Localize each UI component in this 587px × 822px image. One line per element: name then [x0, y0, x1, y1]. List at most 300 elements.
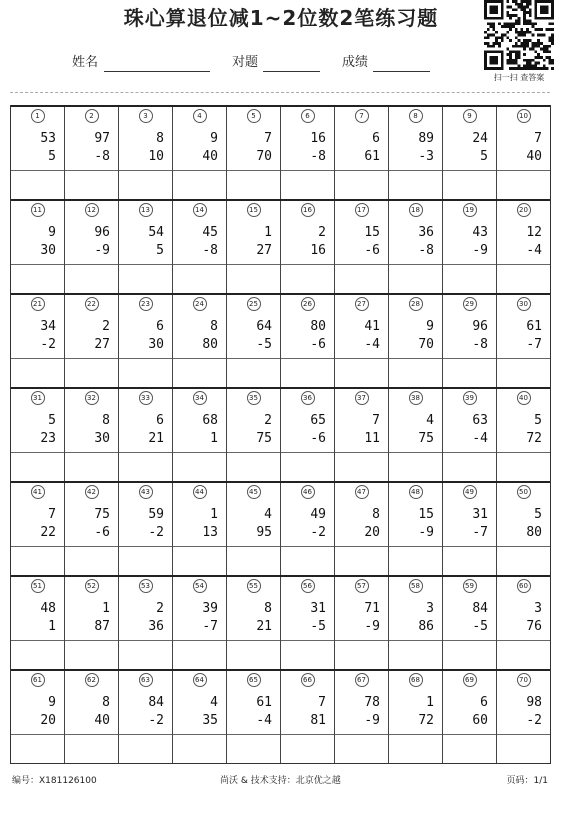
problem-number: 13 — [139, 203, 153, 217]
problem-number: 45 — [247, 485, 261, 499]
problem-number: 17 — [355, 203, 369, 217]
problem-number: 50 — [517, 485, 531, 499]
second-operand: -7 — [526, 337, 542, 352]
second-operand: 1 — [48, 619, 56, 634]
first-operand: 1 — [426, 695, 434, 710]
problem-cell — [281, 671, 335, 763]
first-operand: 5 — [48, 413, 56, 428]
second-operand: -3 — [418, 149, 434, 164]
problem-cell — [227, 201, 281, 293]
problem-cell — [119, 483, 173, 575]
second-operand: -2 — [310, 525, 326, 540]
problem-number: 25 — [247, 297, 261, 311]
first-operand: 89 — [418, 131, 434, 146]
score-blank — [373, 71, 430, 72]
problem-number: 28 — [409, 297, 423, 311]
problem-block — [11, 669, 550, 763]
second-operand: -8 — [472, 337, 488, 352]
answer-box — [227, 358, 280, 387]
first-operand: 63 — [472, 413, 488, 428]
second-operand: 76 — [526, 619, 542, 634]
problem-number: 3 — [139, 109, 153, 123]
first-operand: 7 — [48, 507, 56, 522]
problem-number: 5 — [247, 109, 261, 123]
first-operand: 65 — [310, 413, 326, 428]
first-operand: 9 — [48, 695, 56, 710]
problem-cell — [497, 201, 550, 293]
answer-box — [335, 452, 388, 481]
second-operand: -4 — [364, 337, 380, 352]
second-operand: 5 — [156, 243, 164, 258]
answer-box — [389, 264, 442, 293]
problem-cell — [497, 483, 550, 575]
problem-grid — [10, 105, 551, 764]
first-operand: 43 — [472, 225, 488, 240]
first-operand: 7 — [264, 131, 272, 146]
second-operand: -5 — [310, 619, 326, 634]
first-operand: 54 — [148, 225, 164, 240]
second-operand: -8 — [310, 149, 326, 164]
problem-cell — [11, 389, 65, 481]
answer-box — [443, 734, 496, 763]
problem-cell — [11, 201, 65, 293]
first-operand: 8 — [210, 319, 218, 334]
problem-cell — [281, 295, 335, 387]
second-operand: 11 — [364, 431, 380, 446]
problem-cell — [65, 107, 119, 199]
problem-cell — [11, 577, 65, 669]
problem-cell — [443, 201, 497, 293]
problem-cell — [281, 107, 335, 199]
problem-number: 23 — [139, 297, 153, 311]
first-operand: 68 — [202, 413, 218, 428]
answer-box — [173, 264, 226, 293]
answer-box — [443, 640, 496, 669]
first-operand: 6 — [156, 413, 164, 428]
problem-number: 11 — [31, 203, 45, 217]
second-operand: 60 — [472, 713, 488, 728]
answer-box — [281, 170, 334, 199]
second-operand: -7 — [472, 525, 488, 540]
problem-number: 21 — [31, 297, 45, 311]
first-operand: 2 — [156, 601, 164, 616]
problem-cell — [65, 483, 119, 575]
problem-cell — [119, 577, 173, 669]
second-operand: 20 — [364, 525, 380, 540]
first-operand: 97 — [94, 131, 110, 146]
first-operand: 15 — [364, 225, 380, 240]
answer-box — [173, 640, 226, 669]
second-operand: 87 — [94, 619, 110, 634]
problem-number: 24 — [193, 297, 207, 311]
problem-number: 63 — [139, 673, 153, 687]
first-operand: 4 — [264, 507, 272, 522]
problem-cell — [335, 577, 389, 669]
problem-number: 8 — [409, 109, 423, 123]
answer-box — [497, 452, 550, 481]
second-operand: -7 — [202, 619, 218, 634]
first-operand: 61 — [526, 319, 542, 334]
answer-box — [281, 546, 334, 575]
problem-cell — [119, 671, 173, 763]
first-operand: 36 — [418, 225, 434, 240]
first-operand: 59 — [148, 507, 164, 522]
second-operand: -9 — [94, 243, 110, 258]
answer-box — [227, 170, 280, 199]
problem-cell — [443, 483, 497, 575]
problem-cell — [443, 295, 497, 387]
second-operand: 30 — [148, 337, 164, 352]
second-operand: 30 — [40, 243, 56, 258]
first-operand: 49 — [310, 507, 326, 522]
second-operand: 16 — [310, 243, 326, 258]
second-operand: 81 — [310, 713, 326, 728]
first-operand: 61 — [256, 695, 272, 710]
answer-box — [389, 546, 442, 575]
second-operand: 5 — [480, 149, 488, 164]
second-operand: -9 — [364, 619, 380, 634]
problem-cell — [65, 671, 119, 763]
second-operand: -8 — [94, 149, 110, 164]
answer-box — [119, 452, 172, 481]
first-operand: 71 — [364, 601, 380, 616]
problem-number: 58 — [409, 579, 423, 593]
first-operand: 64 — [256, 319, 272, 334]
problem-number: 27 — [355, 297, 369, 311]
answer-box — [389, 640, 442, 669]
problem-cell — [497, 107, 550, 199]
second-operand: 40 — [94, 713, 110, 728]
first-operand: 1 — [264, 225, 272, 240]
answer-box — [173, 452, 226, 481]
second-operand: -6 — [364, 243, 380, 258]
second-operand: -6 — [310, 337, 326, 352]
second-operand: -4 — [526, 243, 542, 258]
problem-cell — [119, 295, 173, 387]
second-operand: 27 — [256, 243, 272, 258]
dashed-divider — [10, 92, 550, 93]
answer-box — [11, 640, 64, 669]
problem-number: 29 — [463, 297, 477, 311]
answer-box — [281, 452, 334, 481]
problem-cell — [389, 577, 443, 669]
problem-cell — [119, 107, 173, 199]
first-operand: 96 — [472, 319, 488, 334]
first-operand: 53 — [40, 131, 56, 146]
second-operand: 21 — [256, 619, 272, 634]
problem-cell — [389, 201, 443, 293]
second-operand: 72 — [526, 431, 542, 446]
second-operand: -2 — [526, 713, 542, 728]
first-operand: 6 — [480, 695, 488, 710]
problem-cell — [281, 577, 335, 669]
first-operand: 12 — [526, 225, 542, 240]
problem-cell — [173, 107, 227, 199]
problem-number: 51 — [31, 579, 45, 593]
problem-cell — [335, 295, 389, 387]
problem-number: 46 — [301, 485, 315, 499]
problem-number: 10 — [517, 109, 531, 123]
problem-number: 14 — [193, 203, 207, 217]
problem-number: 57 — [355, 579, 369, 593]
second-operand: 21 — [148, 431, 164, 446]
answer-box — [119, 640, 172, 669]
qr-code — [484, 0, 554, 70]
first-operand: 31 — [310, 601, 326, 616]
second-operand: 23 — [40, 431, 56, 446]
answer-box — [65, 452, 118, 481]
answer-box — [65, 640, 118, 669]
answer-box — [119, 264, 172, 293]
answer-box — [497, 640, 550, 669]
problem-number: 34 — [193, 391, 207, 405]
answer-box — [173, 358, 226, 387]
problem-number: 1 — [31, 109, 45, 123]
problem-number: 42 — [85, 485, 99, 499]
answer-box — [281, 264, 334, 293]
problem-number: 12 — [85, 203, 99, 217]
name-blank — [104, 71, 210, 72]
problem-cell — [227, 671, 281, 763]
answer-box — [11, 734, 64, 763]
problem-block — [11, 575, 550, 669]
first-operand: 34 — [40, 319, 56, 334]
problem-cell — [173, 295, 227, 387]
second-operand: -2 — [148, 713, 164, 728]
problem-number: 54 — [193, 579, 207, 593]
second-operand: 5 — [48, 149, 56, 164]
answer-box — [335, 170, 388, 199]
problem-number: 62 — [85, 673, 99, 687]
problem-number: 61 — [31, 673, 45, 687]
answer-box — [11, 264, 64, 293]
first-operand: 78 — [364, 695, 380, 710]
problem-number: 40 — [517, 391, 531, 405]
first-operand: 9 — [210, 131, 218, 146]
problem-cell — [443, 107, 497, 199]
answer-box — [227, 264, 280, 293]
score-label: 成绩 — [342, 55, 369, 70]
answer-box — [65, 734, 118, 763]
problem-cell — [389, 671, 443, 763]
problem-number: 35 — [247, 391, 261, 405]
answer-box — [443, 452, 496, 481]
problem-number: 53 — [139, 579, 153, 593]
second-operand: 95 — [256, 525, 272, 540]
answer-box — [11, 452, 64, 481]
second-operand: -6 — [94, 525, 110, 540]
answer-box — [119, 358, 172, 387]
problem-number: 56 — [301, 579, 315, 593]
problem-number: 22 — [85, 297, 99, 311]
first-operand: 1 — [210, 507, 218, 522]
worksheet-title: 珠心算退位减1~2位数2笔练习题 — [123, 6, 439, 30]
problem-number: 20 — [517, 203, 531, 217]
problem-number: 37 — [355, 391, 369, 405]
problem-cell — [389, 483, 443, 575]
answer-box — [335, 734, 388, 763]
answer-box — [65, 170, 118, 199]
answer-box — [281, 640, 334, 669]
second-operand: -9 — [418, 525, 434, 540]
second-operand: 75 — [418, 431, 434, 446]
answer-box — [281, 358, 334, 387]
problem-cell — [443, 577, 497, 669]
second-operand: -4 — [256, 713, 272, 728]
second-operand: 27 — [94, 337, 110, 352]
problem-number: 31 — [31, 391, 45, 405]
first-operand: 7 — [534, 131, 542, 146]
second-operand: 80 — [526, 525, 542, 540]
answer-box — [173, 734, 226, 763]
second-operand: -6 — [310, 431, 326, 446]
answer-box — [497, 358, 550, 387]
problem-cell — [11, 107, 65, 199]
first-operand: 96 — [94, 225, 110, 240]
answer-box — [11, 358, 64, 387]
second-operand: -5 — [472, 619, 488, 634]
problem-number: 52 — [85, 579, 99, 593]
first-operand: 8 — [156, 131, 164, 146]
answer-box — [443, 264, 496, 293]
answer-box — [227, 546, 280, 575]
problem-cell — [497, 295, 550, 387]
second-operand: 70 — [256, 149, 272, 164]
first-operand: 1 — [102, 601, 110, 616]
problem-number: 9 — [463, 109, 477, 123]
problem-number: 16 — [301, 203, 315, 217]
problem-number: 33 — [139, 391, 153, 405]
problem-number: 66 — [301, 673, 315, 687]
first-operand: 7 — [372, 413, 380, 428]
problem-cell — [119, 201, 173, 293]
problem-cell — [227, 107, 281, 199]
problem-number: 18 — [409, 203, 423, 217]
problem-number: 59 — [463, 579, 477, 593]
first-operand: 39 — [202, 601, 218, 616]
problem-cell — [173, 389, 227, 481]
problem-number: 19 — [463, 203, 477, 217]
problem-number: 39 — [463, 391, 477, 405]
answer-box — [335, 546, 388, 575]
problem-cell — [65, 389, 119, 481]
problem-number: 6 — [301, 109, 315, 123]
problem-number: 32 — [85, 391, 99, 405]
second-operand: -8 — [202, 243, 218, 258]
answer-box — [11, 546, 64, 575]
page-number: 页码：1/1 — [506, 776, 548, 786]
first-operand: 8 — [102, 413, 110, 428]
first-operand: 48 — [40, 601, 56, 616]
answer-box — [119, 546, 172, 575]
problem-cell — [11, 295, 65, 387]
problem-cell — [65, 201, 119, 293]
problem-number: 7 — [355, 109, 369, 123]
answer-box — [119, 170, 172, 199]
problem-block — [11, 293, 550, 387]
second-operand: 22 — [40, 525, 56, 540]
answer-box — [389, 734, 442, 763]
problem-cell — [227, 483, 281, 575]
first-operand: 6 — [372, 131, 380, 146]
problem-cell — [281, 201, 335, 293]
problem-cell — [173, 577, 227, 669]
problem-number: 43 — [139, 485, 153, 499]
second-operand: 36 — [148, 619, 164, 634]
problem-number: 64 — [193, 673, 207, 687]
first-operand: 16 — [310, 131, 326, 146]
problem-number: 26 — [301, 297, 315, 311]
problem-cell — [227, 577, 281, 669]
problem-cell — [497, 389, 550, 481]
answer-box — [227, 734, 280, 763]
first-operand: 9 — [48, 225, 56, 240]
problem-number: 44 — [193, 485, 207, 499]
correct-count-label: 对题 — [232, 55, 259, 70]
second-operand: 75 — [256, 431, 272, 446]
answer-box — [11, 170, 64, 199]
first-operand: 80 — [310, 319, 326, 334]
problem-cell — [389, 295, 443, 387]
problem-cell — [389, 107, 443, 199]
problem-cell — [227, 389, 281, 481]
problem-cell — [281, 483, 335, 575]
second-operand: -9 — [472, 243, 488, 258]
problem-cell — [443, 671, 497, 763]
second-operand: 20 — [40, 713, 56, 728]
problem-cell — [497, 671, 550, 763]
problem-number: 15 — [247, 203, 261, 217]
problem-cell — [173, 671, 227, 763]
first-operand: 4 — [210, 695, 218, 710]
problem-cell — [389, 389, 443, 481]
problem-block — [11, 199, 550, 293]
second-operand: -2 — [40, 337, 56, 352]
second-operand: 61 — [364, 149, 380, 164]
answer-box — [443, 170, 496, 199]
answer-box — [443, 546, 496, 575]
first-operand: 4 — [426, 413, 434, 428]
problem-number: 4 — [193, 109, 207, 123]
first-operand: 5 — [534, 413, 542, 428]
correct-count-blank — [263, 71, 320, 72]
qr-caption: 扫一扫 查答案 — [493, 73, 545, 82]
first-operand: 98 — [526, 695, 542, 710]
problem-number: 55 — [247, 579, 261, 593]
problem-cell — [65, 295, 119, 387]
answer-box — [335, 264, 388, 293]
problem-number: 49 — [463, 485, 477, 499]
answer-box — [497, 264, 550, 293]
first-operand: 45 — [202, 225, 218, 240]
first-operand: 7 — [318, 695, 326, 710]
first-operand: 84 — [472, 601, 488, 616]
problem-cell — [173, 201, 227, 293]
problem-cell — [335, 483, 389, 575]
problem-cell — [443, 389, 497, 481]
second-operand: -2 — [148, 525, 164, 540]
problem-number: 67 — [355, 673, 369, 687]
problem-cell — [227, 295, 281, 387]
answer-box — [65, 358, 118, 387]
second-operand: 30 — [94, 431, 110, 446]
serial-number: 编号：X181126100 — [12, 776, 97, 786]
first-operand: 31 — [472, 507, 488, 522]
second-operand: 35 — [202, 713, 218, 728]
answer-box — [281, 734, 334, 763]
problem-number: 30 — [517, 297, 531, 311]
second-operand: -9 — [364, 713, 380, 728]
